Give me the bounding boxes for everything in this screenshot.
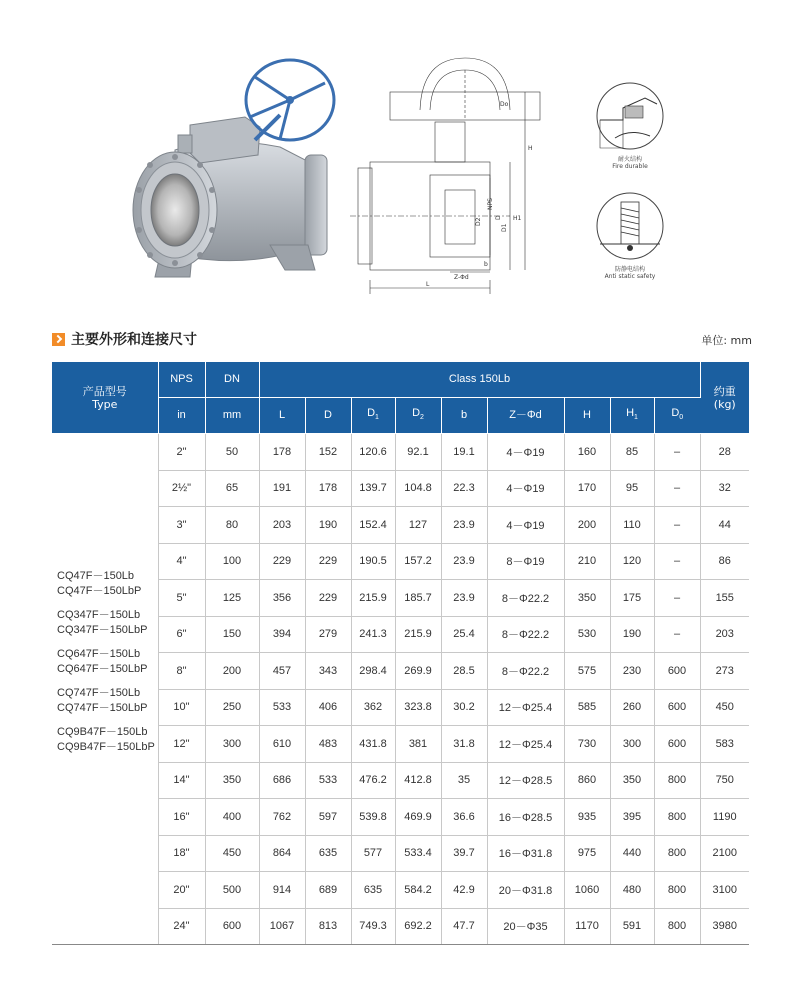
cell-h: 160: [564, 434, 610, 471]
cell-d: 229: [305, 580, 351, 617]
cell-d: 689: [305, 872, 351, 909]
cell-d2: 104.8: [395, 470, 441, 507]
cell-h1: 591: [610, 908, 654, 945]
type-model: CQ647F－150LbP: [57, 662, 148, 675]
cell-d2: 692.2: [395, 908, 441, 945]
cell-nps: 2½": [158, 470, 205, 507]
cell-zphid: 8－Φ19: [487, 543, 564, 580]
fire-durable-detail: [595, 78, 665, 173]
type-model: CQ47F－150Lb: [57, 570, 135, 582]
cell-weight: 3100: [700, 872, 749, 909]
drawing-label-l: L: [426, 281, 430, 288]
cell-b: 22.3: [441, 470, 487, 507]
drawing-label-b: b: [484, 261, 488, 268]
cell-nps: 18": [158, 835, 205, 872]
cell-d: 279: [305, 616, 351, 653]
cell-h1: 120: [610, 543, 654, 580]
cell-d: 178: [305, 470, 351, 507]
cell-b: 19.1: [441, 434, 487, 471]
cell-b: 25.4: [441, 616, 487, 653]
cell-h1: 110: [610, 507, 654, 544]
cell-zphid: 12－Φ28.5: [487, 762, 564, 799]
cell-l: 356: [259, 580, 305, 617]
fire-durable-diagram: [595, 78, 665, 156]
cell-l: 762: [259, 799, 305, 836]
cell-l: 914: [259, 872, 305, 909]
cell-b: 47.7: [441, 908, 487, 945]
cell-nps: 24": [158, 908, 205, 945]
header-d1: $D_1$: [351, 398, 395, 434]
anti-static-detail: [595, 188, 665, 283]
header-type-cn: 产品型号: [82, 384, 127, 398]
header-weight: [700, 362, 749, 434]
cell-d2: 412.8: [395, 762, 441, 799]
cell-d2: 127: [395, 507, 441, 544]
cell-l: 533: [259, 689, 305, 726]
header-h: H: [564, 398, 610, 434]
cell-dn: 150: [205, 616, 259, 653]
header-dn: DN: [205, 362, 259, 398]
cell-b: 23.9: [441, 580, 487, 617]
cell-d0: –: [654, 507, 700, 544]
cell-dn: 500: [205, 872, 259, 909]
cell-d2: 157.2: [395, 543, 441, 580]
static-label-en: Anti static safety: [604, 273, 656, 280]
cell-weight: 3980: [700, 908, 749, 945]
cell-d2: 469.9: [395, 799, 441, 836]
cell-d2: 92.1: [395, 434, 441, 471]
cell-l: 191: [259, 470, 305, 507]
cell-weight: 450: [700, 689, 749, 726]
cell-weight: 86: [700, 543, 749, 580]
cell-dn: 125: [205, 580, 259, 617]
cell-d: 813: [305, 908, 351, 945]
type-model: CQ347F－150LbP: [57, 623, 148, 636]
drawing-label-h: H: [528, 145, 533, 152]
header-d0: $D_0$: [654, 398, 700, 434]
fire-label-cn: 耐火结构: [617, 156, 642, 163]
cell-b: 35: [441, 762, 487, 799]
cell-d1: 749.3: [351, 908, 395, 945]
cell-d2: 215.9: [395, 616, 441, 653]
cell-d1: 120.6: [351, 434, 395, 471]
cell-b: 42.9: [441, 872, 487, 909]
cell-weight: 44: [700, 507, 749, 544]
header-weight-cn: 约重: [713, 384, 736, 398]
drawing-label-nps: NPS: [487, 198, 494, 210]
cell-h: 975: [564, 835, 610, 872]
cell-zphid: 16－Φ31.8: [487, 835, 564, 872]
header-l: L: [259, 398, 305, 434]
cell-h: 530: [564, 616, 610, 653]
cell-d2: 323.8: [395, 689, 441, 726]
cell-d0: 800: [654, 799, 700, 836]
drawing-label-h1: H1: [513, 215, 522, 222]
cell-d1: 431.8: [351, 726, 395, 763]
cell-weight: 155: [700, 580, 749, 617]
header-in: in: [158, 398, 205, 434]
cell-dn: 400: [205, 799, 259, 836]
cell-l: 686: [259, 762, 305, 799]
cell-weight: 273: [700, 653, 749, 690]
cell-d0: 600: [654, 726, 700, 763]
cell-nps: 2": [158, 434, 205, 471]
cell-l: 178: [259, 434, 305, 471]
section-title: 主要外形和连接尺寸: [71, 332, 197, 348]
cell-d1: 152.4: [351, 507, 395, 544]
cell-dn: 65: [205, 470, 259, 507]
header-h1: $H_1$: [610, 398, 654, 434]
cell-h1: 85: [610, 434, 654, 471]
cell-weight: 2100: [700, 835, 749, 872]
cell-h: 860: [564, 762, 610, 799]
cell-nps: 3": [158, 507, 205, 544]
header-type: [52, 362, 158, 434]
cell-d0: –: [654, 470, 700, 507]
drawing-label-do: Do: [500, 101, 509, 108]
cell-h: 200: [564, 507, 610, 544]
cell-zphid: 4－Φ19: [487, 507, 564, 544]
cell-h: 350: [564, 580, 610, 617]
cell-d1: 476.2: [351, 762, 395, 799]
cell-d0: –: [654, 616, 700, 653]
cell-d: 152: [305, 434, 351, 471]
cell-d: 533: [305, 762, 351, 799]
cell-h: 935: [564, 799, 610, 836]
drawing-label-d: D: [495, 215, 502, 220]
type-model: CQ347F－150Lb: [57, 609, 141, 621]
cell-h1: 175: [610, 580, 654, 617]
cell-d: 343: [305, 653, 351, 690]
cell-b: 39.7: [441, 835, 487, 872]
cell-b: 36.6: [441, 799, 487, 836]
cell-d1: 362: [351, 689, 395, 726]
chevron-right-icon: [52, 333, 65, 346]
cell-weight: 32: [700, 470, 749, 507]
header-nps: NPS: [158, 362, 205, 398]
cell-d0: 800: [654, 835, 700, 872]
cell-nps: 4": [158, 543, 205, 580]
cell-dn: 350: [205, 762, 259, 799]
cell-h: 170: [564, 470, 610, 507]
cell-zphid: 4－Φ19: [487, 434, 564, 471]
cell-d2: 533.4: [395, 835, 441, 872]
cell-dn: 50: [205, 434, 259, 471]
header-class: Class 150Lb: [259, 362, 700, 398]
cell-h: 575: [564, 653, 610, 690]
cell-d2: 584.2: [395, 872, 441, 909]
cell-d1: 139.7: [351, 470, 395, 507]
table-header-row-1: [52, 362, 749, 398]
cell-dn: 80: [205, 507, 259, 544]
cell-zphid: 8－Φ22.2: [487, 653, 564, 690]
cell-dn: 300: [205, 726, 259, 763]
cell-b: 23.9: [441, 543, 487, 580]
cell-weight: 28: [700, 434, 749, 471]
type-model: CQ647F－150Lb: [57, 648, 141, 660]
cell-zphid: 20－Φ31.8: [487, 872, 564, 909]
cell-h1: 350: [610, 762, 654, 799]
cell-l: 1067: [259, 908, 305, 945]
header-zphid: Z－Φd: [487, 398, 564, 434]
cell-d1: 539.8: [351, 799, 395, 836]
cell-d1: 241.3: [351, 616, 395, 653]
cell-l: 394: [259, 616, 305, 653]
cell-h1: 395: [610, 799, 654, 836]
cell-dn: 600: [205, 908, 259, 945]
cell-nps: 8": [158, 653, 205, 690]
cell-weight: 1190: [700, 799, 749, 836]
header-weight-unit: (kg): [713, 397, 736, 411]
drawing-label-d2: D2: [475, 217, 482, 226]
header-d: D: [305, 398, 351, 434]
cell-d1: 190.5: [351, 543, 395, 580]
cell-zphid: 8－Φ22.2: [487, 616, 564, 653]
cell-d2: 185.7: [395, 580, 441, 617]
cell-d0: 800: [654, 872, 700, 909]
cell-d: 483: [305, 726, 351, 763]
type-list: [52, 434, 158, 945]
cell-d1: 298.4: [351, 653, 395, 690]
cell-b: 31.8: [441, 726, 487, 763]
cell-l: 457: [259, 653, 305, 690]
cell-b: 23.9: [441, 507, 487, 544]
unit-label: 单位: mm: [701, 334, 752, 347]
cell-dn: 450: [205, 835, 259, 872]
cell-nps: 16": [158, 799, 205, 836]
cell-d: 406: [305, 689, 351, 726]
cell-d0: 800: [654, 908, 700, 945]
cell-weight: 203: [700, 616, 749, 653]
cell-l: 610: [259, 726, 305, 763]
cell-d0: –: [654, 434, 700, 471]
cell-b: 30.2: [441, 689, 487, 726]
drawing-label-d1: D1: [501, 223, 508, 232]
cell-d2: 381: [395, 726, 441, 763]
cell-zphid: 8－Φ22.2: [487, 580, 564, 617]
cell-zphid: 12－Φ25.4: [487, 689, 564, 726]
cell-d0: –: [654, 543, 700, 580]
cell-h: 730: [564, 726, 610, 763]
type-model: CQ747F－150LbP: [57, 701, 148, 714]
type-model: CQ47F－150LbP: [57, 584, 142, 597]
cell-zphid: 12－Φ25.4: [487, 726, 564, 763]
cell-h1: 190: [610, 616, 654, 653]
cell-h1: 260: [610, 689, 654, 726]
cell-zphid: 20－Φ35: [487, 908, 564, 945]
cell-d: 190: [305, 507, 351, 544]
cell-nps: 20": [158, 872, 205, 909]
cell-h1: 230: [610, 653, 654, 690]
cell-dn: 100: [205, 543, 259, 580]
cell-nps: 5": [158, 580, 205, 617]
cell-h: 1170: [564, 908, 610, 945]
cell-d2: 269.9: [395, 653, 441, 690]
table-body: [52, 434, 749, 945]
cell-h1: 440: [610, 835, 654, 872]
cell-d: 597: [305, 799, 351, 836]
cell-d0: 600: [654, 653, 700, 690]
cell-zphid: 16－Φ28.5: [487, 799, 564, 836]
cell-nps: 6": [158, 616, 205, 653]
cell-nps: 12": [158, 726, 205, 763]
type-model: CQ9B47F－150LbP: [57, 740, 155, 753]
cell-d0: 600: [654, 689, 700, 726]
cell-d1: 635: [351, 872, 395, 909]
static-label-cn: 防静电结构: [614, 266, 645, 273]
table-row: [52, 434, 749, 471]
cell-h1: 95: [610, 470, 654, 507]
cell-l: 229: [259, 543, 305, 580]
fire-label-en: Fire durable: [612, 163, 648, 170]
cell-d: 229: [305, 543, 351, 580]
type-model: CQ747F－150Lb: [57, 687, 141, 699]
cell-b: 28.5: [441, 653, 487, 690]
cell-nps: 14": [158, 762, 205, 799]
cell-d1: 577: [351, 835, 395, 872]
cell-d0: 800: [654, 762, 700, 799]
cell-d0: –: [654, 580, 700, 617]
cell-weight: 583: [700, 726, 749, 763]
cell-h1: 480: [610, 872, 654, 909]
dimension-drawing: [350, 50, 550, 295]
drawing-label-zphid: Z-Φd: [454, 274, 469, 281]
cell-dn: 200: [205, 653, 259, 690]
cell-h: 585: [564, 689, 610, 726]
header-mm: mm: [205, 398, 259, 434]
cell-dn: 250: [205, 689, 259, 726]
figures-area: [0, 0, 800, 300]
header-b: b: [441, 398, 487, 434]
section-header: [52, 330, 752, 352]
ball-valve-photo: [130, 55, 360, 290]
cell-d: 635: [305, 835, 351, 872]
cell-h: 1060: [564, 872, 610, 909]
cell-l: 203: [259, 507, 305, 544]
anti-static-diagram: [595, 188, 665, 266]
cell-l: 864: [259, 835, 305, 872]
cell-weight: 750: [700, 762, 749, 799]
header-d2: $D_2$: [395, 398, 441, 434]
cell-nps: 10": [158, 689, 205, 726]
type-model: CQ9B47F－150Lb: [57, 726, 148, 738]
cell-d1: 215.9: [351, 580, 395, 617]
cell-h: 210: [564, 543, 610, 580]
dimension-table: [52, 362, 749, 945]
cell-zphid: 4－Φ19: [487, 470, 564, 507]
header-type-en: Type: [92, 397, 118, 411]
cell-h1: 300: [610, 726, 654, 763]
